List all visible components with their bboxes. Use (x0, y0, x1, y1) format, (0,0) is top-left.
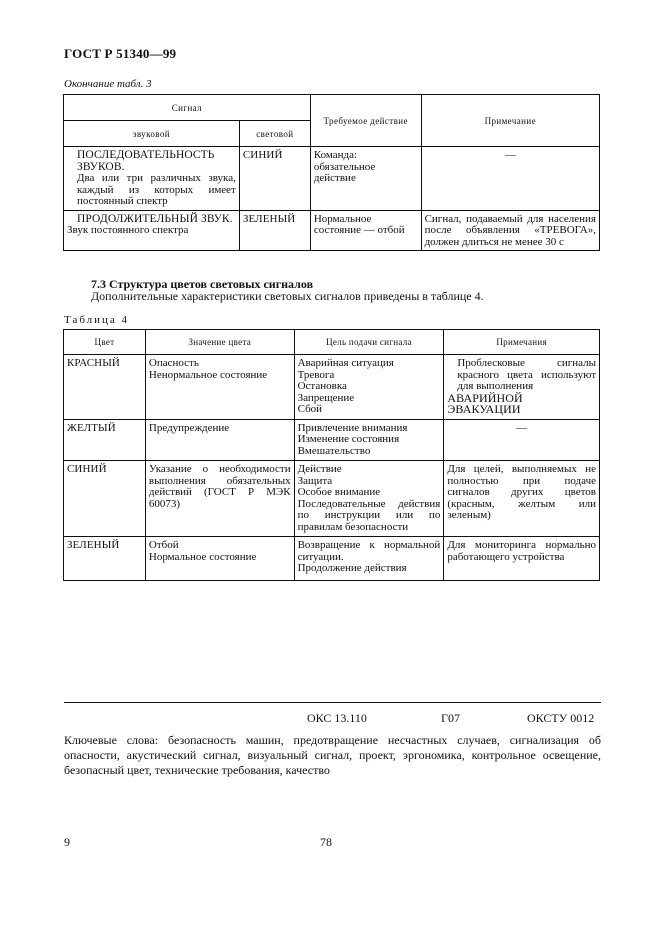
purpose-line: Изменение состояния (297, 433, 400, 445)
classification-okstu: ОКСТУ 0012 (527, 711, 595, 725)
purpose-line: Привлечение внимания (297, 421, 408, 434)
meaning-line: Нормальное состояние (148, 550, 257, 563)
table-4-caption: Таблица 4 (64, 314, 130, 326)
header-notes: Примечания (444, 330, 600, 355)
classification-g07: Г07 (441, 711, 460, 725)
purpose-line: Аварийная ситуация (297, 357, 394, 369)
purpose-line: Сбой (297, 403, 323, 415)
header-color: Цвет (64, 330, 146, 355)
header-sound: звуковой (64, 121, 240, 147)
table-row (64, 419, 600, 461)
meaning-cell (145, 461, 294, 537)
purpose-line: Действие (297, 463, 342, 475)
table-row (64, 147, 600, 211)
notes-cell: Для мониторинга нормально работающего устройства (444, 537, 600, 581)
color-cell: ЗЕЛЕНЫЙ (64, 537, 146, 581)
light-color-table-4 (63, 329, 600, 581)
keywords-paragraph: Ключевые слова: безопасность машин, предотвращение несчастных случаев, сигнализация об опасности, акустический сигнал, визуальный сигнал, проект, эргономика, контрольное освещение, безопасный цвет, технические требования, качество (64, 733, 601, 777)
color-cell: СИНИЙ (64, 461, 146, 537)
sound-cell (64, 210, 240, 251)
notes-cell: Для целей, выполняемых не полностью при подаче сигналов других цветов (красным, желтым или зеленым) (444, 461, 600, 537)
sound-title: ПОСЛЕДОВАТЕЛЬНОСТЬ ЗВУКОВ. (77, 149, 215, 173)
meaning-cell (145, 355, 294, 420)
sound-title: ПРОДОЛЖИТЕЛЬНЫЙ ЗВУК. (77, 212, 233, 225)
sound-description: Два или три различных звука, каждый из которых имеет постоянный спектр (77, 172, 236, 207)
purpose-line: Остановка (297, 380, 347, 392)
purpose-cell (294, 355, 444, 420)
sound-cell (64, 147, 240, 211)
purpose-cell (294, 461, 444, 537)
meaning-cell (145, 537, 294, 581)
page-number-left: 9 (64, 835, 70, 849)
table-row (64, 461, 600, 537)
section-text: Дополнительные характеристики световых сигналов приведены в таблице 4. (91, 289, 484, 303)
notes-cell: — (444, 419, 600, 461)
table-row (64, 210, 600, 251)
color-cell: КРАСНЫЙ (64, 355, 146, 420)
document-id: ГОСТ Р 51340—99 (64, 46, 177, 61)
purpose-line: Возвращение к нормальной ситуации. (297, 539, 441, 563)
table-row (64, 355, 600, 420)
footer-divider (64, 702, 601, 703)
action-cell: Нормальное состояние — отбой (310, 210, 421, 251)
header-light: световой (239, 121, 310, 147)
header-required-action: Требуемое действие (310, 95, 421, 147)
purpose-line: Особое внимание (297, 486, 381, 498)
table-row (64, 537, 600, 581)
note-cell: Сигнал, подаваемый для населения после объявления «ТРЕВОГА», должен длиться не менее 30 с (421, 210, 599, 251)
table-continuation-caption: Окончание табл. 3 (64, 78, 152, 90)
action-cell: Команда: обязательное действие (310, 147, 421, 211)
purpose-cell (294, 419, 444, 461)
note-cell: — (421, 147, 599, 211)
light-cell: ЗЕЛЕНЫЙ (239, 210, 310, 251)
header-meaning: Значение цвета (145, 330, 294, 355)
meaning-line: Предупреждение (148, 421, 230, 434)
meaning-line: Опасность (148, 357, 199, 369)
notes-caps: АВАРИЙНОЙ ЭВАКУАЦИИ (447, 390, 523, 416)
meaning-cell (145, 419, 294, 461)
header-note: Примечание (421, 95, 599, 147)
sound-description: Звук постоянного спектра (67, 224, 189, 236)
purpose-line: Последовательные действия по инструкции или по правилам безопасности (297, 497, 441, 533)
page-number-center: 78 (320, 835, 332, 849)
purpose-line: Тревога (297, 368, 335, 381)
meaning-line: Указание о необходимости выполнения обязательных действий (ГОСТ Р МЭК 60073) (148, 463, 291, 510)
header-signal: Сигнал (64, 95, 311, 121)
purpose-line: Запрещение (297, 391, 355, 404)
purpose-line: Вмешательство (297, 444, 371, 457)
light-cell: СИНИЙ (239, 147, 310, 211)
classification-okc: ОКС 13.110 (307, 711, 367, 725)
meaning-line: Ненормальное состояние (148, 368, 268, 381)
purpose-cell (294, 537, 444, 581)
meaning-line: Отбой (148, 539, 179, 551)
signal-table-3 (63, 94, 600, 251)
purpose-line: Защита (297, 474, 333, 487)
header-purpose: Цель подачи сигнала (294, 330, 444, 355)
notes-text: Проблесковые сигналы красного цвета используют для выполнения (457, 357, 596, 392)
section-heading: 7.3 Структура цветов световых сигналов (91, 277, 314, 291)
notes-cell (444, 355, 600, 420)
purpose-line: Продолжение действия (297, 562, 407, 574)
color-cell: ЖЕЛТЫЙ (64, 419, 146, 461)
